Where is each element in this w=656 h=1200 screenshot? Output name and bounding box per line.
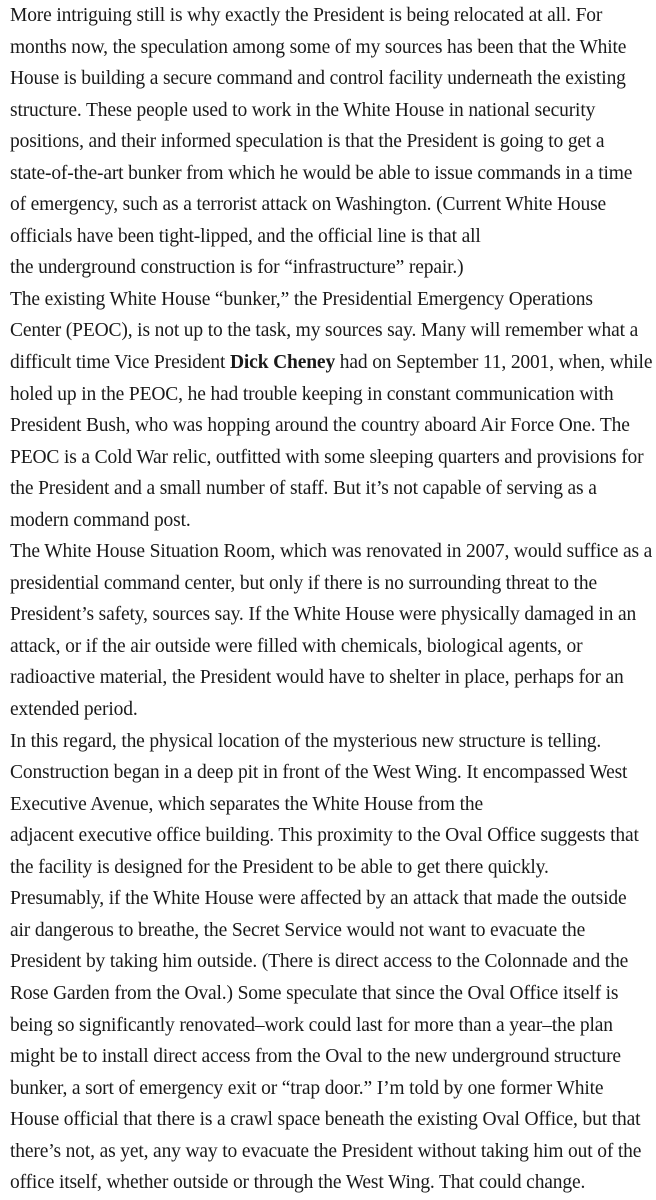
text-run: the underground construction is for “infrastructure” repair.) [10,257,464,279]
paragraph [10,536,653,725]
text-run: officials have been tight-lipped, and the official line is that all [10,225,481,247]
text-run: state-of-the-art bunker from which he would be able to issue commands in a time [10,162,633,184]
text-line [10,410,646,442]
text-run: positions, and their informed speculation is that the President is going to get a [10,131,605,153]
text-line [10,63,646,95]
text-line [10,0,646,32]
text-run: modern command post. [10,509,191,531]
text-line [10,726,646,758]
text-run: President Bush, who was hopping around the country aboard Air Force One. The [10,415,630,437]
text-run: the facility is designed for the President to be able to get there quickly. [10,856,549,878]
text-line [10,252,646,284]
text-run: difficult time Vice President [10,352,230,374]
text-run: presidential command center, but only if there is no surrounding threat to the [10,572,597,594]
text-run: In this regard, the physical location of the mysterious new structure is telling. [10,730,602,752]
text-line [10,662,646,694]
text-run: Rose Garden from the Oval.) Some speculate that since the Oval Office itself is [10,982,619,1004]
text-run: office itself, whether outside or through the West Wing. That could change. [10,1172,586,1194]
text-line [10,32,646,64]
text-line [10,379,646,411]
text-line [10,631,646,663]
paragraph [10,726,646,1199]
text-line [10,852,646,884]
text-line [10,189,646,221]
text-line [10,568,646,600]
text-run: Center (PEOC), is not up to the task, my sources say. Many will remember what a [10,320,639,342]
text-line [10,315,646,347]
text-line [10,978,646,1010]
text-run: More intriguing still is why exactly the President is being relocated at all. For [10,5,603,26]
text-run: of emergency, such as a terrorist attack on Washington. (Current White House [10,194,607,216]
text-run: House is building a secure command and control facility underneath the existing [10,68,626,90]
text-line [10,284,646,316]
text-run: The existing White House “bunker,” the Presidential Emergency Operations [10,288,593,310]
text-line [10,221,646,253]
text-line [10,536,653,568]
text-run: extended period. [10,699,138,721]
text-run: might be to install direct access from the Oval to the new underground structure [10,1046,621,1068]
text-run: House official that there is a crawl space beneath the existing Oval Office, but that [10,1109,641,1131]
text-line [10,883,646,915]
text-run: the President and a small number of staff. But it’s not capable of serving as a [10,478,597,500]
text-run: bunker, a sort of emergency exit or “trap door.” I’m told by one former White [10,1077,604,1099]
text-run: PEOC is a Cold War relic, outfitted with some sleeping quarters and provisions for [10,446,644,468]
text-line [10,789,646,821]
text-run: Construction began in a deep pit in front of the West Wing. It encompassed West [10,762,628,784]
text-run: Presumably, if the White House were affected by an attack that made the outside [10,888,627,910]
text-line [10,158,646,190]
text-run: holed up in the PEOC, he had trouble keeping in constant communication with [10,383,614,405]
text-line [10,1136,646,1168]
text-run: adjacent executive office building. This proximity to the Oval Office suggests that [10,825,639,847]
text-run: had on September 11, 2001, when, while [335,352,653,374]
text-run: attack, or if the air outside were filled with chemicals, biological agents, or [10,635,583,657]
text-line [10,473,646,505]
text-line [10,946,646,978]
text-run: air dangerous to breathe, the Secret Service would not want to evacuate the [10,919,586,941]
text-run: being so significantly renovated–work could last for more than a year–the plan [10,1014,613,1036]
text-line [10,505,646,537]
text-line [10,1104,646,1136]
text-line [10,820,646,852]
text-run: months now, the speculation among some of my sources has been that the White [10,36,627,58]
text-run: there’s not, as yet, any way to evacuate the President without taking him out of the [10,1140,642,1162]
bold-text-run: Dick Cheney [229,352,336,374]
paragraph [10,284,653,536]
paragraph [10,0,646,284]
text-line [10,1010,646,1042]
text-run: President’s safety, sources say. If the White House were physically damaged in an [10,604,637,626]
text-run: structure. These people used to work in the White House in national security [10,99,596,121]
text-line [10,1167,646,1199]
text-line [10,694,646,726]
text-line [10,442,646,474]
text-run: President by taking him outside. (There is direct access to the Colonnade and the [10,951,629,973]
text-line [10,1073,646,1105]
text-line [10,126,646,158]
text-line [10,95,646,127]
text-line [10,915,646,947]
text-line [10,757,646,789]
text-line [10,1041,646,1073]
text-run: Executive Avenue, which separates the White House from the [10,793,484,815]
text-run: radioactive material, the President would have to shelter in place, perhaps for an [10,667,624,689]
text-line [10,347,653,379]
text-run: The White House Situation Room, which was renovated in 2007, would suffice as a [10,541,653,563]
text-line [10,599,646,631]
